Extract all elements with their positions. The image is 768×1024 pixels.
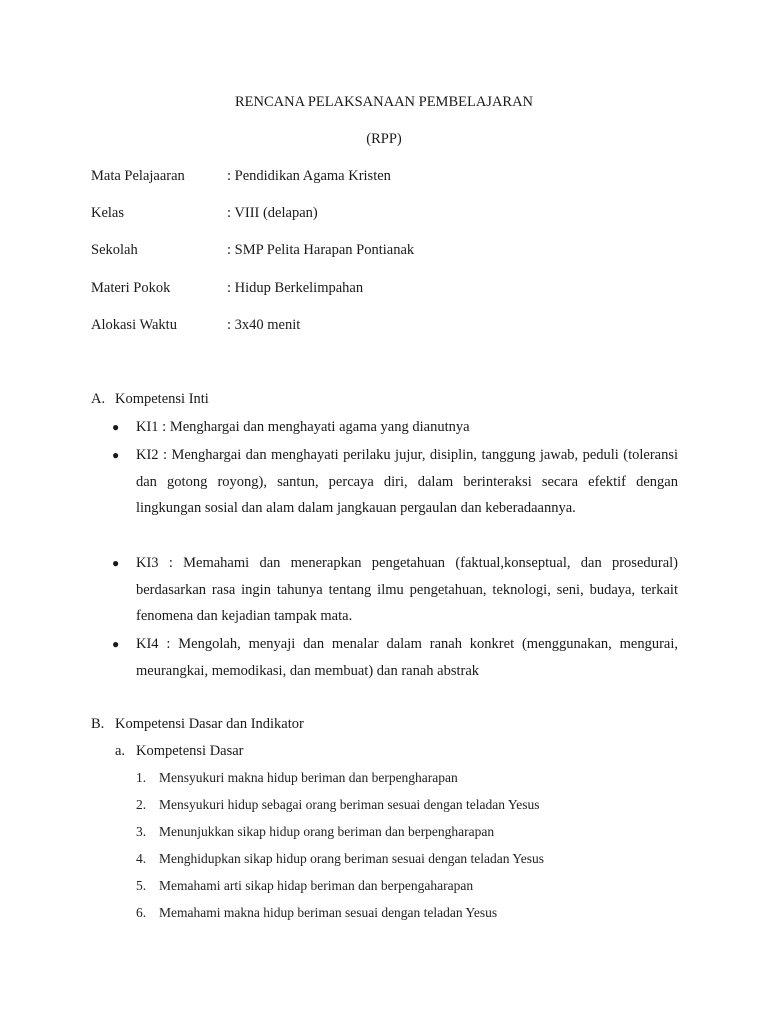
item-number: 5. [136,878,147,893]
bullet-icon: ● [112,637,120,651]
section-a-heading [91,391,209,408]
list-item [112,442,678,522]
list-item-text: KI1 : Menghargai dan menghayati agama yang dianutnya [136,419,470,435]
item-number: 2. [136,797,147,812]
info-value: : VIII (delapan) [227,205,318,221]
bullet-icon: ● [112,420,120,434]
item-number: 1. [136,770,147,785]
section-marker: A. [91,391,106,407]
info-label: Alokasi Waktu [91,317,177,333]
bullet-icon: ● [112,448,120,462]
document-subtitle: (RPP) [366,131,402,147]
numbered-item [136,851,544,867]
section-title: Kompetensi Inti [115,391,209,407]
item-text: Memahami makna hidup beriman sesuai dengan teladan Yesus [159,905,498,920]
numbered-item [136,797,540,813]
item-number: 4. [136,851,147,866]
item-text: Menunjukkan sikap hidup orang beriman dan berpengharapan [159,824,495,839]
info-row-subject [91,168,691,188]
info-label: Kelas [91,205,125,221]
section-title: Kompetensi Dasar dan Indikator [115,716,304,732]
info-value: : SMP Pelita Harapan Pontianak [227,242,415,258]
info-label: Sekolah [91,242,138,258]
item-text: Mensyukuri makna hidup beriman dan berpengharapan [159,770,458,785]
info-value: : 3x40 menit [227,317,301,333]
info-row-topic [91,280,691,300]
numbered-item [136,824,494,840]
info-value: : Pendidikan Agama Kristen [227,168,391,184]
subsection-marker: a. [115,743,126,759]
item-number: 6. [136,905,147,920]
document-title: RENCANA PELAKSANAAN PEMBELAJARAN [234,94,534,110]
info-row-class [91,205,691,225]
subsection-heading [115,743,244,760]
info-label: Mata Pelajaaran [91,168,185,184]
list-item [112,550,678,630]
info-row-time [91,317,691,337]
item-text: Mensyukuri hidup sebagai orang beriman sesuai dengan teladan Yesus [159,797,540,812]
bullet-icon: ● [112,556,120,570]
list-item-text: KI2 : Menghargai dan menghayati perilaku jujur, disiplin, tanggung jawab, peduli (toleransi dan gotong royong), santun, percaya diri, dalam berinteraksi secara efektif dengan lingkungan sosial dan alam dalam jangkauan pergaulan dan keberadaannya. [136,447,678,516]
section-b-heading [91,716,304,733]
subsection-title: Kompetensi Dasar [136,743,244,759]
info-label: Materi Pokok [91,280,171,296]
item-number: 3. [136,824,147,839]
list-item-text: KI3 : Memahami dan menerapkan pengetahuan (faktual,konseptual, dan prosedural) berdasarkan rasa ingin tahunya tentang ilmu pengetahuan, teknologi, seni, budaya, terkait fenomena dan kejadian tampak mata. [136,555,678,624]
info-value: : Hidup Berkelimpahan [227,280,364,296]
list-item [112,631,678,684]
numbered-item [136,878,473,894]
numbered-item [136,905,497,921]
info-row-school [91,242,691,262]
numbered-item [136,770,458,786]
section-marker: B. [91,716,105,732]
item-text: Menghidupkan sikap hidup orang beriman sesuai dengan teladan Yesus [159,851,545,866]
item-text: Memahami arti sikap hidap beriman dan berpengaharapan [159,878,474,893]
list-item [112,414,678,441]
list-item-text: KI4 : Mengolah, menyaji dan menalar dalam ranah konkret (menggunakan, mengurai, meurangkai, memodikasi, dan membuat) dan ranah abstrak [136,636,678,679]
